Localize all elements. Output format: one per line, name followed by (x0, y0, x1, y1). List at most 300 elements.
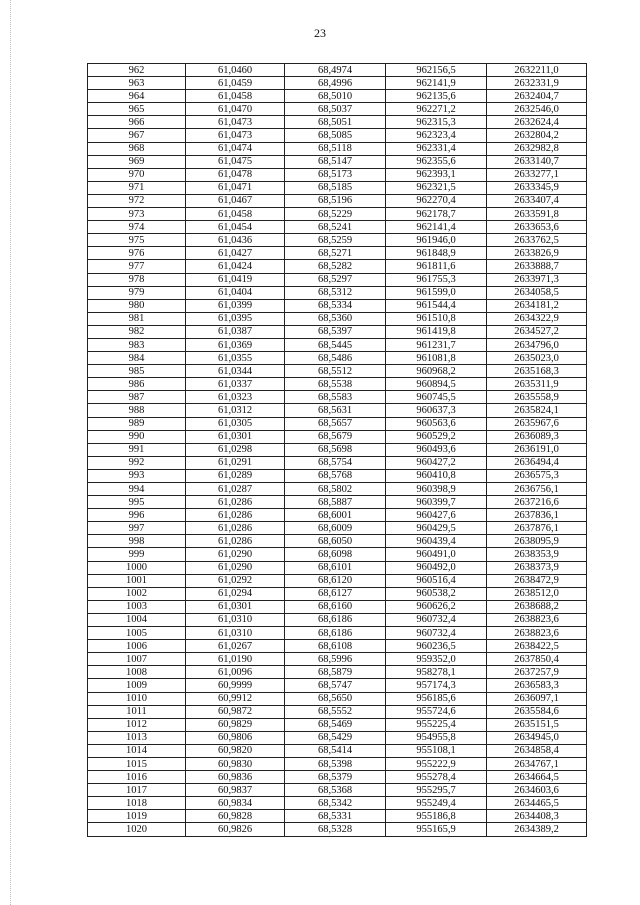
y-coordinate-cell: 2634181,2 (487, 299, 587, 312)
latitude-cell: 61,0460 (186, 64, 285, 77)
y-coordinate-cell: 2636756,1 (487, 483, 587, 496)
longitude-cell: 68,6009 (285, 522, 386, 535)
point-number-cell: 991 (88, 443, 186, 456)
page-number: 23 (314, 26, 326, 40)
latitude-cell: 61,0395 (186, 312, 285, 325)
longitude-cell: 68,5698 (285, 443, 386, 456)
longitude-cell: 68,5754 (285, 456, 386, 469)
x-coordinate-cell: 954955,8 (386, 731, 487, 744)
longitude-cell: 68,5747 (285, 679, 386, 692)
y-coordinate-cell: 2637216,6 (487, 496, 587, 509)
longitude-cell: 68,5679 (285, 430, 386, 443)
longitude-cell: 68,5271 (285, 247, 386, 260)
y-coordinate-cell: 2635558,9 (487, 391, 587, 404)
x-coordinate-cell: 962315,3 (386, 116, 487, 129)
y-coordinate-cell: 2633277,1 (487, 168, 587, 181)
latitude-cell: 60,9837 (186, 784, 285, 797)
longitude-cell: 68,5196 (285, 194, 386, 207)
table-row (88, 325, 587, 338)
x-coordinate-cell: 955295,7 (386, 784, 487, 797)
longitude-cell: 68,6101 (285, 561, 386, 574)
y-coordinate-cell: 2638823,6 (487, 627, 587, 640)
table-row (88, 365, 587, 378)
table-row (88, 404, 587, 417)
longitude-cell: 68,5379 (285, 771, 386, 784)
point-number-cell: 1003 (88, 600, 186, 613)
x-coordinate-cell: 961755,3 (386, 273, 487, 286)
latitude-cell: 61,0387 (186, 325, 285, 338)
x-coordinate-cell: 962323,4 (386, 129, 487, 142)
x-coordinate-cell: 960492,0 (386, 561, 487, 574)
point-number-cell: 971 (88, 181, 186, 194)
y-coordinate-cell: 2634058,5 (487, 286, 587, 299)
longitude-cell: 68,5583 (285, 391, 386, 404)
latitude-cell: 61,0436 (186, 234, 285, 247)
table-row (88, 509, 587, 522)
table-row (88, 338, 587, 351)
longitude-cell: 68,5445 (285, 338, 386, 351)
longitude-cell: 68,5368 (285, 784, 386, 797)
latitude-cell: 61,0267 (186, 640, 285, 653)
table-row (88, 757, 587, 770)
x-coordinate-cell: 961231,7 (386, 338, 487, 351)
table-row (88, 469, 587, 482)
x-coordinate-cell: 955724,6 (386, 705, 487, 718)
table-row (88, 705, 587, 718)
x-coordinate-cell: 962321,5 (386, 181, 487, 194)
x-coordinate-cell: 955249,4 (386, 797, 487, 810)
point-number-cell: 995 (88, 496, 186, 509)
x-coordinate-cell: 960236,5 (386, 640, 487, 653)
coordinates-table (87, 63, 587, 837)
longitude-cell: 68,5650 (285, 692, 386, 705)
latitude-cell: 61,0404 (186, 286, 285, 299)
x-coordinate-cell: 962355,6 (386, 155, 487, 168)
y-coordinate-cell: 2635151,5 (487, 718, 587, 731)
y-coordinate-cell: 2636191,0 (487, 443, 587, 456)
latitude-cell: 61,0287 (186, 483, 285, 496)
x-coordinate-cell: 962270,4 (386, 194, 487, 207)
y-coordinate-cell: 2638353,9 (487, 548, 587, 561)
longitude-cell: 68,5085 (285, 129, 386, 142)
table-row (88, 718, 587, 731)
point-number-cell: 1004 (88, 613, 186, 626)
point-number-cell: 1001 (88, 574, 186, 587)
y-coordinate-cell: 2632331,9 (487, 77, 587, 90)
y-coordinate-cell: 2633345,9 (487, 181, 587, 194)
y-coordinate-cell: 2638512,0 (487, 587, 587, 600)
table-row (88, 771, 587, 784)
table-row (88, 64, 587, 77)
x-coordinate-cell: 960399,7 (386, 496, 487, 509)
latitude-cell: 61,0289 (186, 469, 285, 482)
point-number-cell: 1018 (88, 797, 186, 810)
table-row (88, 77, 587, 90)
longitude-cell: 68,6098 (285, 548, 386, 561)
latitude-cell: 61,0470 (186, 103, 285, 116)
table-row (88, 352, 587, 365)
x-coordinate-cell: 960410,8 (386, 469, 487, 482)
longitude-cell: 68,6160 (285, 600, 386, 613)
table-row (88, 208, 587, 221)
table-row (88, 784, 587, 797)
point-number-cell: 976 (88, 247, 186, 260)
table-row (88, 286, 587, 299)
point-number-cell: 1002 (88, 587, 186, 600)
latitude-cell: 60,9829 (186, 718, 285, 731)
point-number-cell: 978 (88, 273, 186, 286)
point-number-cell: 962 (88, 64, 186, 77)
y-coordinate-cell: 2634389,2 (487, 823, 587, 836)
x-coordinate-cell: 960732,4 (386, 613, 487, 626)
x-coordinate-cell: 959352,0 (386, 653, 487, 666)
table-row (88, 574, 587, 587)
latitude-cell: 61,0291 (186, 456, 285, 469)
x-coordinate-cell: 955186,8 (386, 810, 487, 823)
latitude-cell: 60,9999 (186, 679, 285, 692)
latitude-cell: 61,0298 (186, 443, 285, 456)
point-number-cell: 1011 (88, 705, 186, 718)
y-coordinate-cell: 2632982,8 (487, 142, 587, 155)
point-number-cell: 1013 (88, 731, 186, 744)
table-row (88, 299, 587, 312)
x-coordinate-cell: 960563,6 (386, 417, 487, 430)
longitude-cell: 68,5414 (285, 744, 386, 757)
x-coordinate-cell: 961510,8 (386, 312, 487, 325)
x-coordinate-cell: 962178,7 (386, 208, 487, 221)
table-row (88, 378, 587, 391)
x-coordinate-cell: 961419,8 (386, 325, 487, 338)
point-number-cell: 1015 (88, 757, 186, 770)
y-coordinate-cell: 2636583,3 (487, 679, 587, 692)
latitude-cell: 60,9872 (186, 705, 285, 718)
latitude-cell: 60,9820 (186, 744, 285, 757)
y-coordinate-cell: 2633140,7 (487, 155, 587, 168)
y-coordinate-cell: 2634322,9 (487, 312, 587, 325)
x-coordinate-cell: 960538,2 (386, 587, 487, 600)
latitude-cell: 61,0427 (186, 247, 285, 260)
longitude-cell: 68,5397 (285, 325, 386, 338)
longitude-cell: 68,5297 (285, 273, 386, 286)
point-number-cell: 982 (88, 325, 186, 338)
table-row (88, 797, 587, 810)
latitude-cell: 60,9834 (186, 797, 285, 810)
table-row (88, 273, 587, 286)
y-coordinate-cell: 2634796,0 (487, 338, 587, 351)
longitude-cell: 68,4974 (285, 64, 386, 77)
x-coordinate-cell: 960427,6 (386, 509, 487, 522)
longitude-cell: 68,5331 (285, 810, 386, 823)
y-coordinate-cell: 2632546,0 (487, 103, 587, 116)
table-row (88, 312, 587, 325)
table-row (88, 640, 587, 653)
latitude-cell: 61,0286 (186, 496, 285, 509)
x-coordinate-cell: 958278,1 (386, 666, 487, 679)
longitude-cell: 68,5631 (285, 404, 386, 417)
latitude-cell: 61,0190 (186, 653, 285, 666)
point-number-cell: 983 (88, 338, 186, 351)
longitude-cell: 68,5010 (285, 90, 386, 103)
longitude-cell: 68,5328 (285, 823, 386, 836)
point-number-cell: 1006 (88, 640, 186, 653)
table-row (88, 666, 587, 679)
y-coordinate-cell: 2635967,6 (487, 417, 587, 430)
longitude-cell: 68,5173 (285, 168, 386, 181)
latitude-cell: 61,0355 (186, 352, 285, 365)
table-row (88, 731, 587, 744)
y-coordinate-cell: 2633826,9 (487, 247, 587, 260)
point-number-cell: 1016 (88, 771, 186, 784)
point-number-cell: 1009 (88, 679, 186, 692)
table-row (88, 613, 587, 626)
table-row (88, 810, 587, 823)
y-coordinate-cell: 2632624,4 (487, 116, 587, 129)
point-number-cell: 996 (88, 509, 186, 522)
latitude-cell: 61,0292 (186, 574, 285, 587)
latitude-cell: 61,0323 (186, 391, 285, 404)
longitude-cell: 68,5312 (285, 286, 386, 299)
longitude-cell: 68,5996 (285, 653, 386, 666)
longitude-cell: 68,5538 (285, 378, 386, 391)
x-coordinate-cell: 960894,5 (386, 378, 487, 391)
latitude-cell: 61,0369 (186, 338, 285, 351)
latitude-cell: 61,0424 (186, 260, 285, 273)
y-coordinate-cell: 2634408,3 (487, 810, 587, 823)
latitude-cell: 61,0459 (186, 77, 285, 90)
latitude-cell: 61,0096 (186, 666, 285, 679)
point-number-cell: 988 (88, 404, 186, 417)
longitude-cell: 68,5259 (285, 234, 386, 247)
longitude-cell: 68,6001 (285, 509, 386, 522)
y-coordinate-cell: 2634465,5 (487, 797, 587, 810)
point-number-cell: 968 (88, 142, 186, 155)
longitude-cell: 68,5360 (285, 312, 386, 325)
x-coordinate-cell: 955108,1 (386, 744, 487, 757)
table-row (88, 587, 587, 600)
y-coordinate-cell: 2638688,2 (487, 600, 587, 613)
y-coordinate-cell: 2636097,1 (487, 692, 587, 705)
longitude-cell: 68,5486 (285, 352, 386, 365)
longitude-cell: 68,5334 (285, 299, 386, 312)
x-coordinate-cell: 961081,8 (386, 352, 487, 365)
table-row (88, 561, 587, 574)
table-row (88, 823, 587, 836)
y-coordinate-cell: 2637836,1 (487, 509, 587, 522)
x-coordinate-cell: 960429,5 (386, 522, 487, 535)
x-coordinate-cell: 962271,2 (386, 103, 487, 116)
table-row (88, 90, 587, 103)
table-row (88, 194, 587, 207)
longitude-cell: 68,5229 (285, 208, 386, 221)
y-coordinate-cell: 2635311,9 (487, 378, 587, 391)
y-coordinate-cell: 2637876,1 (487, 522, 587, 535)
latitude-cell: 61,0454 (186, 221, 285, 234)
longitude-cell: 68,6127 (285, 587, 386, 600)
point-number-cell: 999 (88, 548, 186, 561)
scan-edge-line (10, 0, 11, 905)
y-coordinate-cell: 2634767,1 (487, 757, 587, 770)
table-row (88, 155, 587, 168)
latitude-cell: 61,0474 (186, 142, 285, 155)
longitude-cell: 68,5429 (285, 731, 386, 744)
y-coordinate-cell: 2634527,2 (487, 325, 587, 338)
latitude-cell: 61,0286 (186, 522, 285, 535)
longitude-cell: 68,5887 (285, 496, 386, 509)
y-coordinate-cell: 2632211,0 (487, 64, 587, 77)
x-coordinate-cell: 955222,9 (386, 757, 487, 770)
longitude-cell: 68,5037 (285, 103, 386, 116)
point-number-cell: 1017 (88, 784, 186, 797)
x-coordinate-cell: 960398,9 (386, 483, 487, 496)
y-coordinate-cell: 2633971,3 (487, 273, 587, 286)
latitude-cell: 61,0478 (186, 168, 285, 181)
x-coordinate-cell: 960516,4 (386, 574, 487, 587)
y-coordinate-cell: 2633653,6 (487, 221, 587, 234)
point-number-cell: 984 (88, 352, 186, 365)
latitude-cell: 60,9826 (186, 823, 285, 836)
latitude-cell: 61,0301 (186, 430, 285, 443)
latitude-cell: 61,0344 (186, 365, 285, 378)
point-number-cell: 994 (88, 483, 186, 496)
y-coordinate-cell: 2633762,5 (487, 234, 587, 247)
x-coordinate-cell: 960626,2 (386, 600, 487, 613)
point-number-cell: 977 (88, 260, 186, 273)
point-number-cell: 1012 (88, 718, 186, 731)
longitude-cell: 68,5342 (285, 797, 386, 810)
point-number-cell: 964 (88, 90, 186, 103)
point-number-cell: 990 (88, 430, 186, 443)
table-row (88, 142, 587, 155)
point-number-cell: 973 (88, 208, 186, 221)
latitude-cell: 61,0458 (186, 208, 285, 221)
latitude-cell: 61,0286 (186, 535, 285, 548)
point-number-cell: 1008 (88, 666, 186, 679)
longitude-cell: 68,6186 (285, 613, 386, 626)
point-number-cell: 963 (88, 77, 186, 90)
point-number-cell: 974 (88, 221, 186, 234)
y-coordinate-cell: 2638373,9 (487, 561, 587, 574)
point-number-cell: 967 (88, 129, 186, 142)
table-row (88, 430, 587, 443)
latitude-cell: 61,0290 (186, 548, 285, 561)
table-row (88, 600, 587, 613)
longitude-cell: 68,5398 (285, 757, 386, 770)
table-row (88, 129, 587, 142)
point-number-cell: 965 (88, 103, 186, 116)
x-coordinate-cell: 961544,4 (386, 299, 487, 312)
table-row (88, 496, 587, 509)
point-number-cell: 998 (88, 535, 186, 548)
y-coordinate-cell: 2633407,4 (487, 194, 587, 207)
x-coordinate-cell: 955278,4 (386, 771, 487, 784)
latitude-cell: 61,0337 (186, 378, 285, 391)
point-number-cell: 992 (88, 456, 186, 469)
table-row (88, 247, 587, 260)
longitude-cell: 68,5147 (285, 155, 386, 168)
x-coordinate-cell: 960493,6 (386, 443, 487, 456)
x-coordinate-cell: 960491,0 (386, 548, 487, 561)
x-coordinate-cell: 955165,9 (386, 823, 487, 836)
y-coordinate-cell: 2635023,0 (487, 352, 587, 365)
x-coordinate-cell: 961599,0 (386, 286, 487, 299)
x-coordinate-cell: 960637,3 (386, 404, 487, 417)
y-coordinate-cell: 2632804,2 (487, 129, 587, 142)
x-coordinate-cell: 961848,9 (386, 247, 487, 260)
table-row (88, 456, 587, 469)
point-number-cell: 966 (88, 116, 186, 129)
latitude-cell: 61,0290 (186, 561, 285, 574)
point-number-cell: 1014 (88, 744, 186, 757)
table-row (88, 653, 587, 666)
point-number-cell: 1019 (88, 810, 186, 823)
longitude-cell: 68,5241 (285, 221, 386, 234)
latitude-cell: 61,0286 (186, 509, 285, 522)
table-row (88, 103, 587, 116)
table-row (88, 221, 587, 234)
y-coordinate-cell: 2633591,8 (487, 208, 587, 221)
latitude-cell: 61,0475 (186, 155, 285, 168)
y-coordinate-cell: 2636494,4 (487, 456, 587, 469)
y-coordinate-cell: 2638823,6 (487, 613, 587, 626)
y-coordinate-cell: 2636089,3 (487, 430, 587, 443)
y-coordinate-cell: 2637850,4 (487, 653, 587, 666)
latitude-cell: 60,9806 (186, 731, 285, 744)
point-number-cell: 985 (88, 365, 186, 378)
latitude-cell: 60,9830 (186, 757, 285, 770)
x-coordinate-cell: 957174,3 (386, 679, 487, 692)
y-coordinate-cell: 2638422,5 (487, 640, 587, 653)
point-number-cell: 980 (88, 299, 186, 312)
y-coordinate-cell: 2637257,9 (487, 666, 587, 679)
longitude-cell: 68,5552 (285, 705, 386, 718)
table-row (88, 548, 587, 561)
longitude-cell: 68,5768 (285, 469, 386, 482)
x-coordinate-cell: 961946,0 (386, 234, 487, 247)
point-number-cell: 1020 (88, 823, 186, 836)
point-number-cell: 969 (88, 155, 186, 168)
x-coordinate-cell: 956185,6 (386, 692, 487, 705)
x-coordinate-cell: 961811,6 (386, 260, 487, 273)
table-row (88, 679, 587, 692)
table-row (88, 116, 587, 129)
point-number-cell: 1007 (88, 653, 186, 666)
point-number-cell: 1010 (88, 692, 186, 705)
longitude-cell: 68,5469 (285, 718, 386, 731)
longitude-cell: 68,5185 (285, 181, 386, 194)
longitude-cell: 68,6108 (285, 640, 386, 653)
latitude-cell: 60,9828 (186, 810, 285, 823)
y-coordinate-cell: 2633888,7 (487, 260, 587, 273)
table-row (88, 168, 587, 181)
latitude-cell: 60,9912 (186, 692, 285, 705)
latitude-cell: 60,9836 (186, 771, 285, 784)
table-row (88, 522, 587, 535)
longitude-cell: 68,4996 (285, 77, 386, 90)
longitude-cell: 68,5282 (285, 260, 386, 273)
y-coordinate-cell: 2635824,1 (487, 404, 587, 417)
longitude-cell: 68,5879 (285, 666, 386, 679)
longitude-cell: 68,6120 (285, 574, 386, 587)
table-row (88, 744, 587, 757)
x-coordinate-cell: 962393,1 (386, 168, 487, 181)
y-coordinate-cell: 2638095,9 (487, 535, 587, 548)
x-coordinate-cell: 960427,2 (386, 456, 487, 469)
table-row (88, 483, 587, 496)
x-coordinate-cell: 960439,4 (386, 535, 487, 548)
x-coordinate-cell: 962331,4 (386, 142, 487, 155)
x-coordinate-cell: 960745,5 (386, 391, 487, 404)
longitude-cell: 68,5657 (285, 417, 386, 430)
